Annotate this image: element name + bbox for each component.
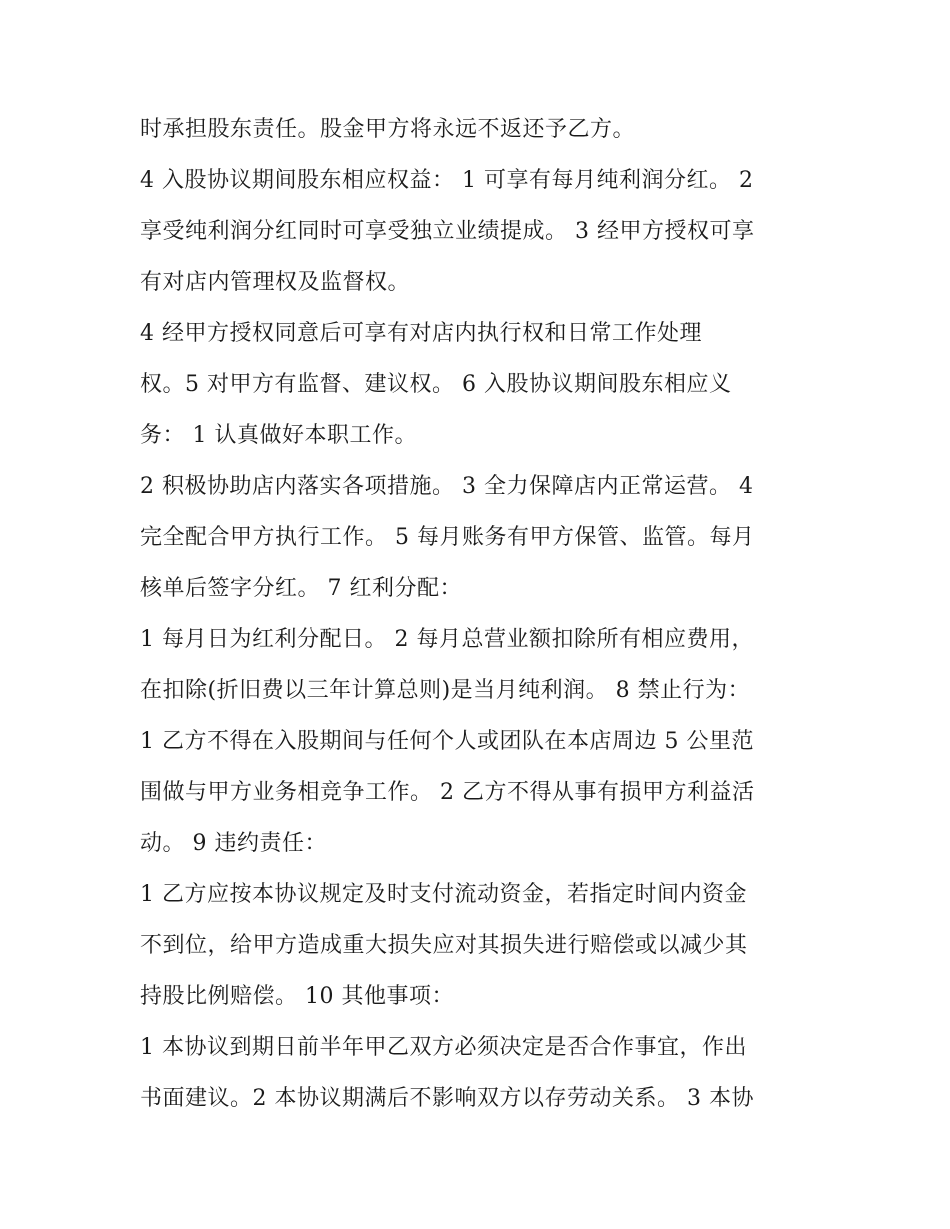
text-line: 完全配合甲方执行工作。 5 每月账务有甲方保管、监管。每月 — [140, 525, 755, 550]
text-line: 4 入股协议期间股东相应权益： 1 可享有每月纯利润分红。 2 — [140, 168, 754, 193]
document-body — [140, 104, 820, 1124]
text-line: 1 乙方不得在入股期间与任何个人或团队在本店周边 5 公里范 — [140, 729, 754, 754]
text-line: 4 经甲方授权同意后可享有对店内执行权和日常工作处理 — [140, 321, 702, 346]
text-line: 2 积极协助店内落实各项措施。 3 全力保障店内正常运营。 4 — [140, 474, 754, 499]
text-line: 享受纯利润分红同时可享受独立业绩提成。 3 经甲方授权可享 — [140, 219, 755, 244]
text-line: 核单后签字分红。 7 红利分配： — [140, 576, 462, 601]
text-line: 不到位，给甲方造成重大损失应对其损失进行赔偿或以减少其 — [140, 933, 748, 958]
text-line: 持股比例赔偿。 10 其他事项： — [140, 984, 454, 1009]
text-line: 在扣除(折旧费以三年计算总则)是当月纯利润。 8 禁止行为： — [140, 678, 751, 703]
text-line: 时承担股东责任。股金甲方将永远不返还予乙方。 — [140, 117, 636, 142]
text-line: 1 本协议到期日前半年甲乙双方必须决定是否合作事宜，作出 — [140, 1035, 747, 1060]
text-line: 动。 9 违约责任： — [140, 831, 327, 856]
text-line: 1 乙方应按本协议规定及时支付流动资金，若指定时间内资金 — [140, 882, 747, 907]
text-line: 务： 1 认真做好本职工作。 — [140, 423, 417, 448]
text-line: 1 每月日为红利分配日。 2 每月总营业额扣除所有相应费用， — [140, 627, 754, 652]
text-line: 有对店内管理权及监督权。 — [140, 270, 411, 295]
text-line: 权。5 对甲方有监督、建议权。 6 入股协议期间股东相应义 — [140, 372, 732, 397]
text-line: 围做与甲方业务相竞争工作。 2 乙方不得从事有损甲方利益活 — [140, 780, 755, 805]
text-line: 书面建议。2 本协议期满后不影响双方以存劳动关系。 3 本协 — [140, 1086, 754, 1111]
